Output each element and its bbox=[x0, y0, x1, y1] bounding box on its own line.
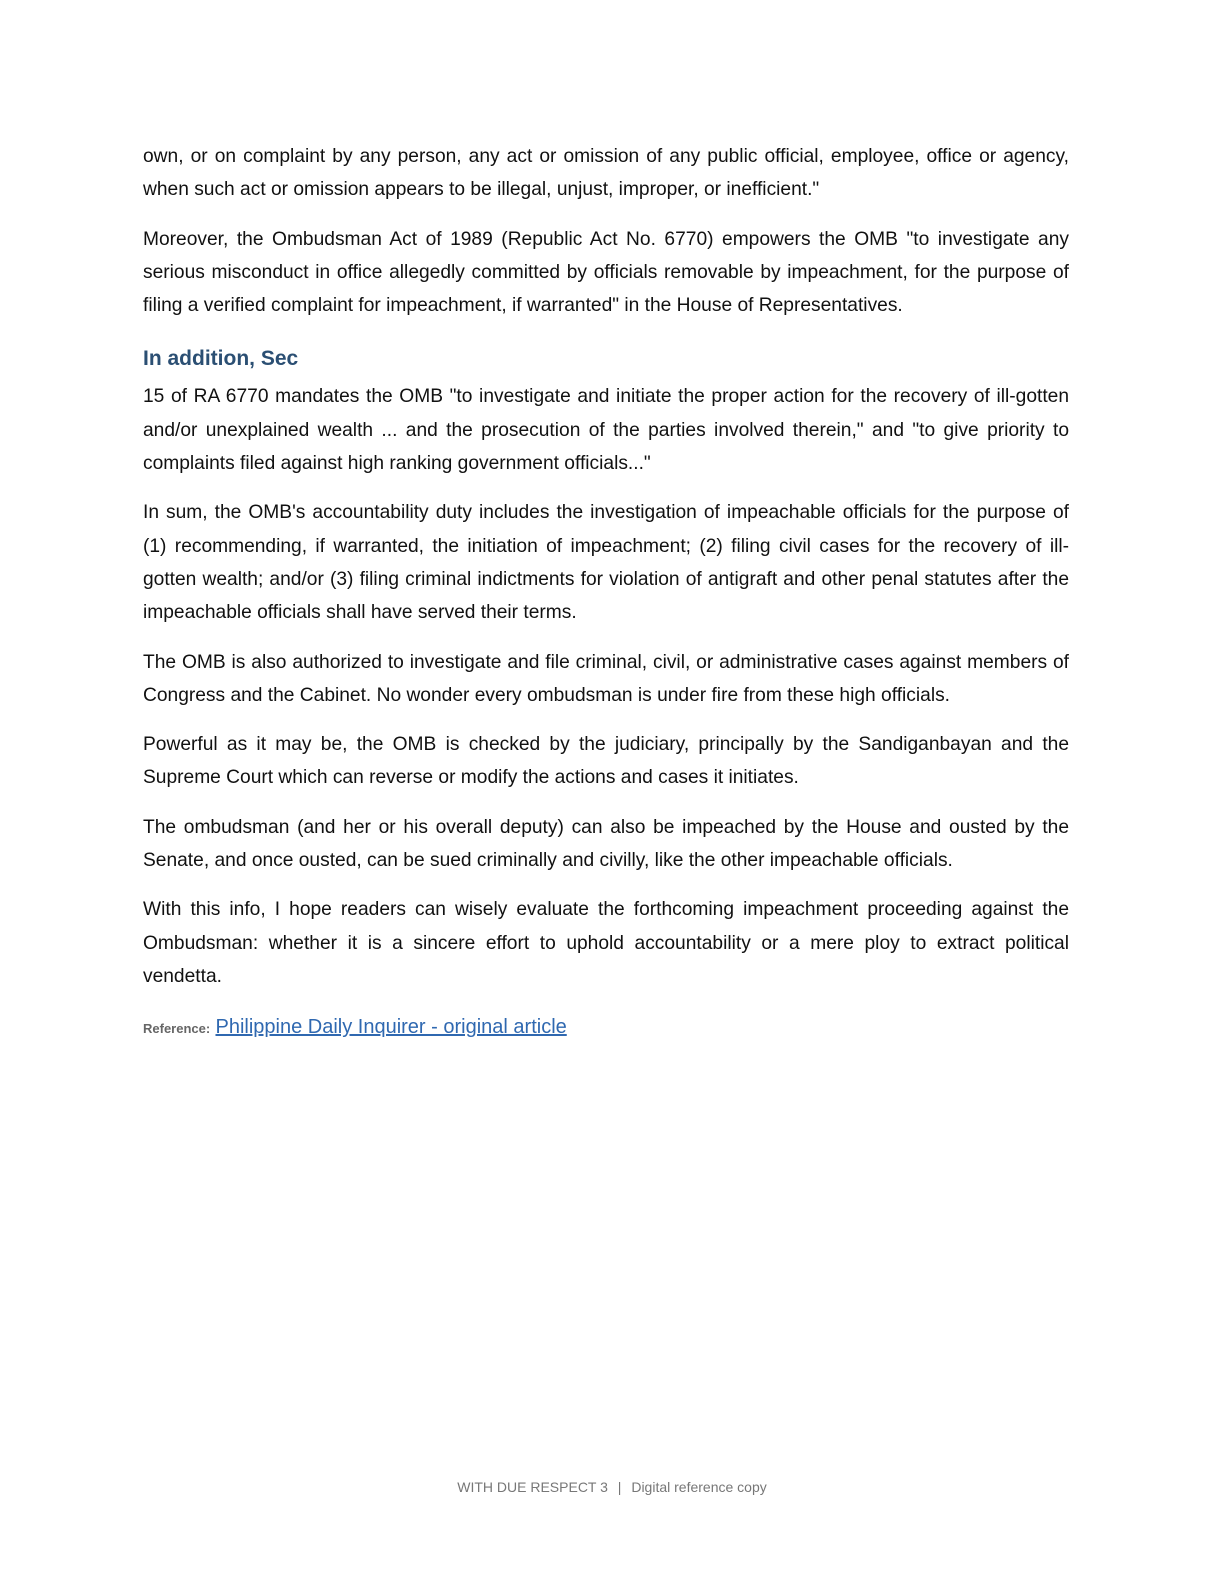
section-heading: In addition, Sec bbox=[143, 347, 299, 371]
paragraph: own, or on complaint by any person, any act or omission of any public official, employee, office or agency, when such act or omission appears to be illegal, unjust, improper, or inefficient." bbox=[143, 146, 1069, 201]
reference-line bbox=[143, 1013, 1069, 1043]
paragraph: Powerful as it may be, the OMB is checked by the judiciary, principally by the Sandiganbayan and the Supreme Court which can reverse or modify the actions and cases it initiates. bbox=[143, 734, 1069, 789]
paragraph: With this info, I hope readers can wisely evaluate the forthcoming impeachment proceeding against the Ombudsman: whether it is a sincere effort to uphold accountability or a mere ploy to extract political vendetta. bbox=[143, 899, 1069, 987]
paragraph: Moreover, the Ombudsman Act of 1989 (Republic Act No. 6770) empowers the OMB "to investigate any serious misconduct in office allegedly committed by officials removable by impeachment, for the purpose of filing a verified complaint for impeachment, if warranted" in the House of Representatives. bbox=[143, 228, 1069, 317]
page-footer bbox=[0, 1479, 1224, 1495]
reference-link[interactable]: Philippine Daily Inquirer - original article bbox=[215, 1016, 567, 1039]
paragraph: The OMB is also authorized to investigate and file criminal, civil, or administrative cases against members of Congress and the Cabinet. No wonder every ombudsman is under fire from these high officials. bbox=[143, 651, 1069, 706]
document-body bbox=[143, 140, 1069, 1043]
footer-title: WITH DUE RESPECT 3 bbox=[457, 1479, 608, 1495]
footer-separator: | bbox=[617, 1479, 622, 1495]
paragraph: In sum, the OMB's accountability duty includes the investigation of impeachable officials for the purpose of (1) recommending, if warranted, the initiation of impeachment; (2) filing civil cases for the recovery of ill-gotten wealth; and/or (3) filing criminal indictments for violation of antigraft and other penal statutes after the impeachable officials shall have served their terms. bbox=[143, 502, 1069, 624]
reference-label: Reference: bbox=[143, 1021, 211, 1037]
paragraph: 15 of RA 6770 mandates the OMB "to investigate and initiate the proper action for the recovery of ill-gotten and/or unexplained wealth ... and the prosecution of the parties involved therein," and "to give priority to complaints filed against high ranking government officials..." bbox=[143, 386, 1069, 475]
footer-note: Digital reference copy bbox=[631, 1479, 767, 1495]
paragraph: The ombudsman (and her or his overall deputy) can also be impeached by the House and ousted by the Senate, and once ousted, can be sued criminally and civilly, like the other impeachable officials. bbox=[143, 816, 1069, 872]
